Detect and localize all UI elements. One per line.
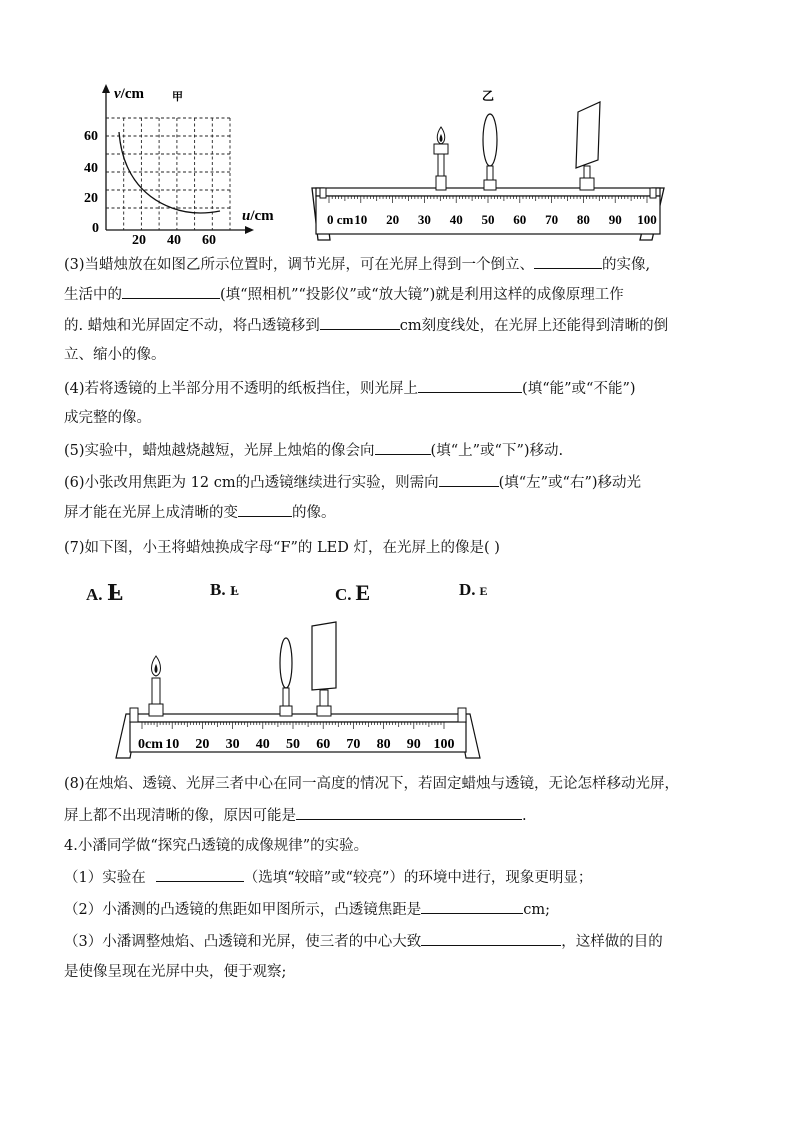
scale-label: 70 <box>545 212 559 227</box>
option-c-image: E <box>355 580 371 605</box>
scale-label: 80 <box>376 737 391 752</box>
p4-s2-blank[interactable] <box>421 898 523 914</box>
y-tick: 60 <box>84 129 98 144</box>
optical-bench-led <box>110 618 490 763</box>
q5-line: (5)实验中，蜡烛越烧越短，光屏上烛焰的像会向 (填“上”或“下”)移动. <box>64 439 563 462</box>
scale-label: 30 <box>417 212 431 227</box>
scale-label: 10 <box>354 212 368 227</box>
convex-lens <box>483 114 497 190</box>
y-axis-var: v <box>114 86 121 102</box>
scale-label: 90 <box>608 212 622 227</box>
q4-blank[interactable] <box>418 377 522 393</box>
p4-s1-blank[interactable] <box>156 866 244 882</box>
q4-line1: (4)若将透镜的上半部分用不透明的纸板挡住，则光屏上 (填“能”或“不能”) <box>64 377 636 400</box>
scale-label: 40 <box>255 737 270 752</box>
p4-s3-blank[interactable] <box>421 930 561 946</box>
light-screen <box>576 102 600 190</box>
x-tick: 40 <box>167 233 181 248</box>
q8-line2: 屏上都不出现清晰的像，原因可能是 . <box>64 804 527 827</box>
p4-s3-line2: 是使像呈现在光屏中央，便于观察; <box>64 964 287 980</box>
image-distance-curve <box>119 132 220 213</box>
graph-jia <box>70 80 290 250</box>
q6-blank-size[interactable] <box>238 501 292 517</box>
q7-option-a[interactable]: A. Ⅎ <box>86 580 123 605</box>
scale-label: 10 <box>165 737 180 752</box>
q8-blank[interactable] <box>296 804 522 820</box>
x-axis-var: u <box>242 208 251 224</box>
convex-lens <box>280 638 292 716</box>
q3-line3: 的. 蜡烛和光屏固定不动，将凸透镜移到 cm刻度线处，在光屏上还能得到清晰的倒 <box>64 314 668 337</box>
p4-s1: （1）实验在 （选填“较暗”或“较亮”）的环境中进行，现象更明显； <box>64 866 592 889</box>
scale-label: 50 <box>481 212 495 227</box>
q8-line1: (8)在烛焰、透镜、光屏三者中心在同一高度的情况下，若固定蜡烛与透镜，无论怎样移动光屏， <box>64 776 680 792</box>
svg-text:u/cm <box>242 208 274 224</box>
option-a-image: Ⅎ <box>106 580 123 605</box>
svg-text:v/cm <box>114 86 144 102</box>
scale-label: 80 <box>576 212 590 227</box>
led-candle <box>149 656 163 716</box>
y-tick: 40 <box>84 161 98 176</box>
q6-blank-direction[interactable] <box>439 471 499 487</box>
graph-title: 甲 <box>172 91 183 103</box>
scale-label: 100 <box>433 737 455 752</box>
q3-line4: 立、缩小的像。 <box>64 347 166 363</box>
scale-label: 70 <box>346 737 361 752</box>
q3-blank-position[interactable] <box>320 314 400 330</box>
scale-label: 50 <box>286 737 300 752</box>
scale-label: 90 <box>406 737 421 752</box>
q3-blank-device[interactable] <box>122 283 220 299</box>
q7-text: (7)如下图，小王将蜡烛换成字母“F”的 LED 灯，在光屏上的像是( ) <box>64 540 500 556</box>
y-tick: 0 <box>92 221 99 236</box>
scale-label: 20 <box>195 737 210 752</box>
q3-line2: 生活中的 (填“照相机”“投影仪”或“放大镜”)就是利用这样的成像原理工作 <box>64 283 624 306</box>
x-tick: 20 <box>132 233 146 248</box>
scale-start-label: 0 cm <box>327 212 354 227</box>
x-tick: 60 <box>202 233 216 248</box>
q3-line1: (3)当蜡烛放在如图乙所示位置时，调节光屏，可在光屏上得到一个倒立、 的实像, <box>64 253 650 276</box>
q4-line2: 成完整的像。 <box>64 410 151 426</box>
scale-label: 60 <box>513 212 527 227</box>
option-b-image: Ⅎ <box>229 584 239 598</box>
optical-bench-yi <box>300 82 690 247</box>
scale-label: 30 <box>225 737 240 752</box>
q7-option-c[interactable]: C. E <box>335 580 371 605</box>
scale-label: 60 <box>316 737 331 752</box>
p4-title: 4.小潘同学做“探究凸透镜的成像规律”的实验。 <box>64 838 369 854</box>
q5-blank[interactable] <box>375 439 431 455</box>
option-d-image: E <box>479 584 488 598</box>
candle <box>434 127 448 190</box>
q7-option-d[interactable]: D. E <box>459 580 488 599</box>
scale-label: 40 <box>449 212 463 227</box>
y-tick: 20 <box>84 191 98 206</box>
q7-option-b[interactable]: B. Ⅎ <box>210 580 239 599</box>
bench-title: 乙 <box>482 89 495 103</box>
q6-line1: (6)小张改用焦距为 12 cm的凸透镜继续进行实验，则需向 (填“左”或“右”)移动光 <box>64 471 641 494</box>
p4-s2: （2）小潘测的凸透镜的焦距如甲图所示，凸透镜焦距是 cm; <box>64 898 550 921</box>
y-axis-unit: /cm <box>120 86 144 102</box>
p4-s3: （3）小潘调整烛焰、凸透镜和光屏，使三者的中心大致 ，这样做的目的 <box>64 930 663 953</box>
q3-blank-image-type[interactable] <box>534 253 602 269</box>
scale-label: 100 <box>637 212 657 227</box>
x-axis-unit: /cm <box>250 208 274 224</box>
light-screen <box>312 622 336 716</box>
q6-line2: 屏才能在光屏上成清晰的变 的像。 <box>64 501 336 524</box>
scale-start-label: 0cm <box>138 737 163 752</box>
scale-label: 20 <box>386 212 400 227</box>
